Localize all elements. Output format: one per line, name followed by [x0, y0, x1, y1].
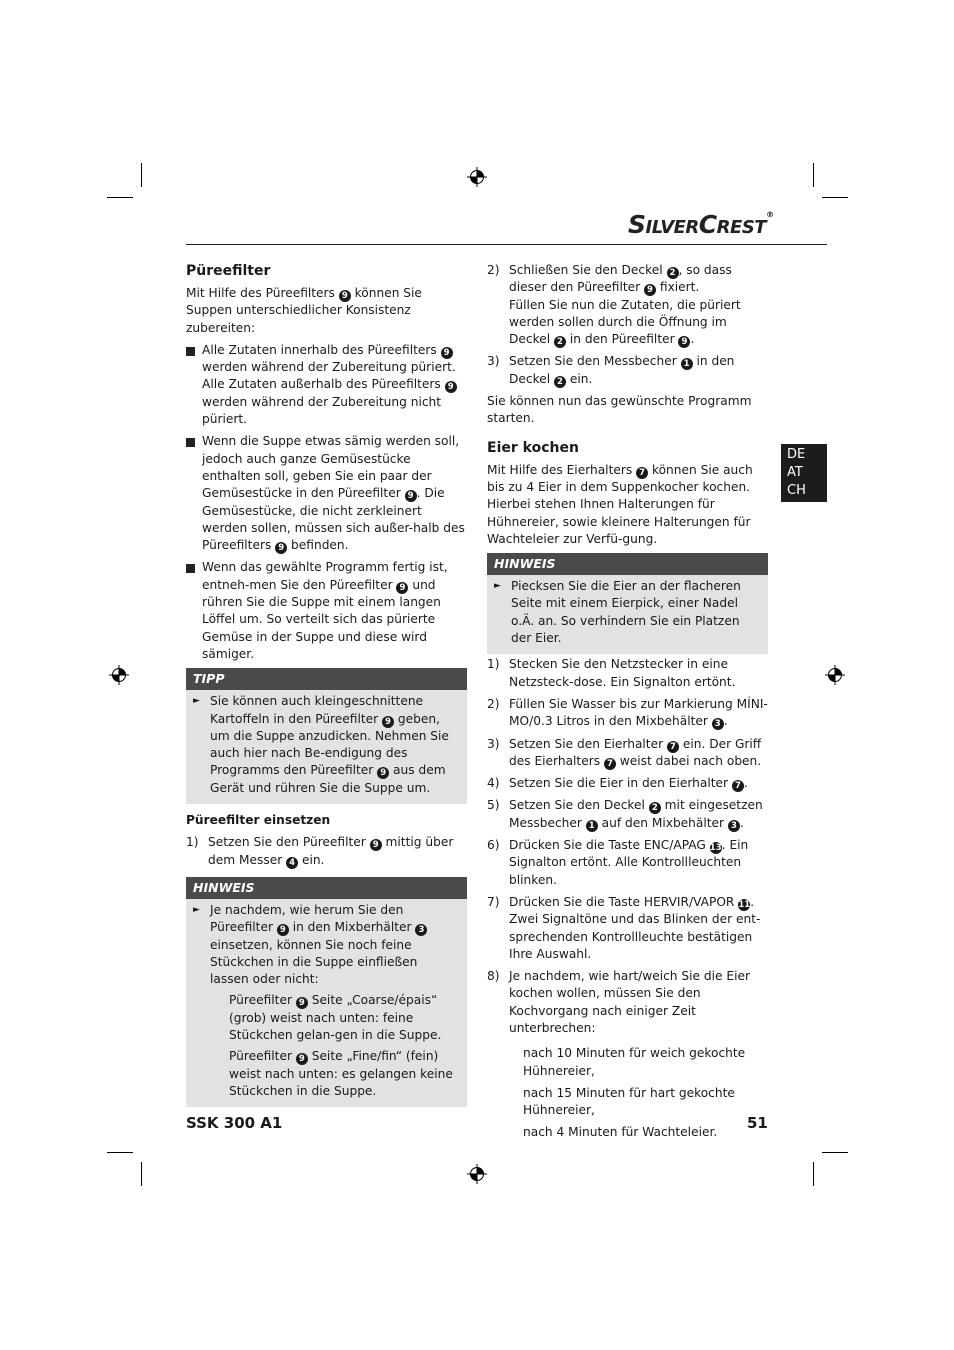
reference-number-badge: 2: [649, 802, 661, 814]
reference-number-badge: 9: [277, 924, 289, 936]
reference-number-badge: 7: [667, 741, 679, 753]
registration-mark-icon: [467, 167, 487, 187]
reference-number-badge: 2: [554, 336, 566, 348]
lang-ch: CH: [787, 483, 806, 498]
brand-logo: SILVERCREST®: [628, 210, 774, 239]
reference-number-badge: 2: [554, 376, 566, 388]
reference-number-badge: 9: [377, 767, 389, 779]
hinweis-item: ► Piecksen Sie die Eier an der flacheren Seite mit einem Eierpick, einer Nadel o.Ä. an. So verhindern Sie ein Platzen der Eier.: [494, 579, 741, 646]
registration-mark-icon: [467, 1164, 487, 1184]
reference-number-badge: 1: [681, 358, 693, 370]
crop-mark: [822, 197, 848, 198]
step-item: 2) Füllen Sie Wasser bis zur Markierung MÍNI-MO/0.3 Litros in den Mixbehälter 3 .: [487, 696, 768, 730]
reference-number-badge: 3: [415, 924, 427, 936]
hinweis-sub-item: Püreefilter 9 Seite „Fine/fin“ (fein) weist nach unten: es gelangen keine Stückchen in die Suppe.: [229, 1049, 453, 1098]
reference-number-badge: 3: [728, 820, 740, 832]
reference-number-badge: 11: [738, 899, 751, 910]
reference-number-badge: 9: [644, 284, 656, 296]
crop-mark: [107, 1152, 133, 1153]
step-item: 7) Drücken Sie die Taste HERVIR/VAPOR 11. Zwei Signaltöne und das Blinken der ent-sprechenden Kontrollleuchte bestätigen Ihre Auswahl.: [487, 894, 761, 961]
eier-intro: Mit Hilfe des Eierhalters 7 können Sie auch bis zu 4 Eier in dem Suppenkocher kochen. Hierbei stehen Ihnen Halterungen für Hühnereier, sowie kleinere Halterungen für Wachteleier zur Verfü-gung.: [487, 462, 753, 546]
intro-paragraph: Mit Hilfe des Püreefilters 9 können Sie Suppen unterschiedlicher Konsistenz zubereiten:: [186, 286, 422, 335]
crop-mark: [822, 1152, 848, 1153]
reference-number-badge: 3: [712, 718, 724, 730]
tipp-item: ► Sie können auch kleingeschnittene Kartoffeln in den Püreefilter 9 geben, um die Suppe anzudicken. Nehmen Sie auch hier nach Be-endigung des Programms den Püreefilter 9 aus dem Gerät und rühren Sie die Suppe um.: [193, 694, 449, 795]
reference-number-badge: 9: [396, 582, 408, 594]
reference-number-badge: 9: [445, 381, 457, 393]
step-item: 8) Je nachdem, wie hart/weich Sie die Eier kochen wollen, müssen Sie den Kochvorgang nach einiger Zeit unterbrechen:: [487, 969, 750, 1035]
start-text: Sie können nun das gewünschte Programm starten.: [487, 394, 752, 426]
reference-number-badge: 9: [296, 997, 308, 1009]
reference-number-badge: 4: [286, 857, 298, 869]
registration-mark-icon: [109, 665, 129, 685]
reference-number-badge: 9: [339, 290, 351, 302]
footer-model: SSK 300 A1: [186, 1114, 283, 1132]
language-tab: [781, 444, 827, 502]
tipp-label: TIPP: [186, 668, 467, 690]
reference-number-badge: 7: [604, 758, 616, 770]
step-item: 4) Setzen Sie die Eier in den Eierhalter 7 .: [487, 776, 748, 792]
section-heading-eier: Eier kochen: [487, 439, 579, 456]
reference-number-badge: 9: [382, 716, 394, 728]
subheading-einsetzen: Püreefilter einsetzen: [186, 813, 331, 828]
square-bullet-icon: [186, 564, 195, 573]
reference-number-badge: 9: [441, 347, 453, 359]
bullet-item: Alle Zutaten innerhalb des Püreefilters 9 werden während der Zubereitung püriert. Alle Zutaten außerhalb des Püreefilters 9 werden während der Zubereitung nicht püriert.: [186, 342, 467, 428]
reference-number-badge: 9: [370, 839, 382, 851]
reference-number-badge: 9: [296, 1053, 308, 1065]
crop-mark: [813, 1162, 814, 1186]
square-bullet-icon: [186, 347, 195, 356]
arrow-right-icon: ►: [193, 696, 200, 707]
lang-at: AT: [787, 465, 803, 480]
crop-mark: [141, 163, 142, 187]
reference-number-badge: 7: [732, 780, 744, 792]
step-item: 3) Setzen Sie den Messbecher 1 in den Deckel 2 ein.: [487, 354, 735, 387]
hinweis-sub-item: Püreefilter 9 Seite „Coarse/épais“ (grob) weist nach unten: feine Stückchen gelan-gen in die Suppe.: [229, 993, 442, 1042]
step-item: 5) Setzen Sie den Deckel 2 mit eingesetzen Messbecher 1 auf den Mixbehälter 3 .: [487, 798, 763, 831]
reference-number-badge: 9: [405, 490, 417, 502]
hinweis-label: HINWEIS: [487, 553, 768, 575]
hinweis-box: [186, 877, 467, 1107]
time-item: nach 10 Minuten für weich gekochte Hühnereier,: [523, 1046, 746, 1078]
crop-mark: [141, 1162, 142, 1186]
page-number: 51: [747, 1114, 768, 1132]
reference-number-badge: 9: [678, 336, 690, 348]
step-item: 3) Setzen Sie den Eierhalter 7 ein. Der Griff des Eierhalters 7 weist dabei nach oben.: [487, 736, 762, 769]
arrow-right-icon: ►: [494, 581, 501, 592]
section-heading-pureefilter: Püreefilter: [186, 263, 271, 279]
square-bullet-icon: [186, 438, 195, 447]
header-rule: [186, 244, 827, 245]
hinweis-label: HINWEIS: [186, 877, 467, 899]
step-item: 6) Drücken Sie die Taste ENC/APAG 13. Ein Signalton ertönt. Alle Kontrollleuchten blinken.: [487, 838, 749, 887]
hinweis-item: ► Je nachdem, wie herum Sie den Püreefilter 9 in den Mixberhälter 3 einsetzen, können Sie noch feine Stückchen in die Suppe einfließen lassen oder nicht:: [193, 902, 460, 988]
step-item: 1) Setzen Sie den Püreefilter 9 mittig über dem Messer 4 ein.: [186, 835, 454, 868]
bullet-item: Wenn das gewählte Programm fertig ist, entneh-men Sie den Püreefilter 9 und rühren Sie die Suppe mit einem langen Löffel um. So verteilt sich das pürierte Gemüse in der Suppe und diese wird sämiger.: [186, 559, 467, 663]
time-item: nach 4 Minuten für Wachteleier.: [523, 1125, 718, 1140]
tipp-box: [186, 668, 467, 804]
registration-mark-icon: [825, 665, 845, 685]
right-column: [487, 262, 768, 1147]
step-item: 1) Stecken Sie den Netzstecker in eine Netzsteck-dose. Ein Signalton ertönt.: [487, 657, 736, 689]
time-item: nach 15 Minuten für hart gekochte Hühnereier,: [523, 1085, 735, 1118]
reference-number-badge: 1: [586, 820, 598, 832]
hinweis-box: [487, 553, 768, 654]
step-item: 2) Schließen Sie den Deckel 2 , so dass dieser den Püreefilter 9 fixiert.: [487, 263, 732, 296]
crop-mark: [813, 163, 814, 187]
left-column: [186, 262, 467, 1115]
lang-de: DE: [787, 447, 806, 462]
reference-number-badge: 13: [709, 843, 722, 854]
step-continuation: Füllen Sie nun die Zutaten, die püriert werden sollen durch die Öffnung im Deckel 2 in den Püreefilter 9 .: [509, 297, 741, 348]
reference-number-badge: 9: [275, 542, 287, 554]
reference-number-badge: 7: [636, 467, 648, 479]
arrow-right-icon: ►: [193, 904, 200, 915]
reference-number-badge: 2: [667, 267, 679, 279]
crop-mark: [107, 197, 133, 198]
bullet-item: Wenn die Suppe etwas sämig werden soll, jedoch auch ganze Gemüsestücke enthalten soll, geben Sie ein paar der Gemüsestücke in den Püreefilter 9 . Die Gemüsestücke, die nicht zerkleinert werden sollen, müssen sich außer-halb des Püreefilters 9 befinden.: [186, 433, 467, 554]
